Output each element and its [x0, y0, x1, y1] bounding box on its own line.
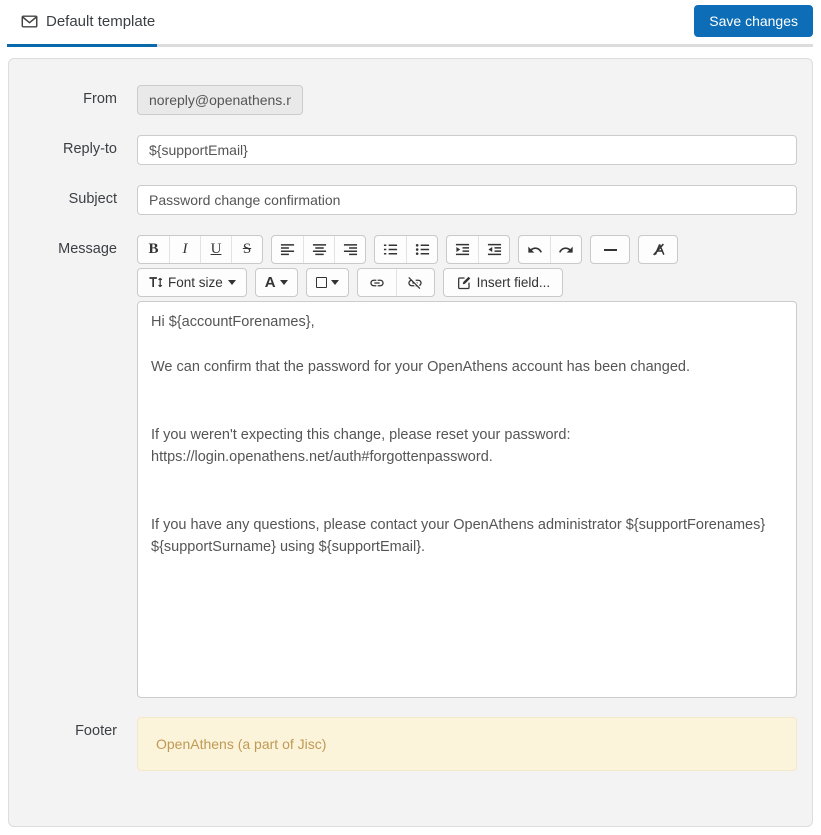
footer-row	[9, 717, 797, 771]
list-group	[374, 235, 438, 264]
font-size-label: Font size	[168, 275, 223, 290]
outdent-icon	[487, 242, 502, 257]
subject-label: Subject	[68, 191, 117, 207]
text-color-dropdown[interactable]	[256, 269, 297, 296]
strikethrough-button[interactable]	[231, 236, 262, 263]
strikethrough-icon: S	[242, 241, 252, 257]
link-icon	[369, 275, 385, 291]
unlink-button[interactable]	[396, 269, 434, 296]
align-center-button[interactable]	[303, 236, 334, 263]
reply-to-input[interactable]	[137, 135, 797, 165]
font-size-group	[137, 268, 247, 297]
remove-format-group	[638, 235, 678, 264]
from-row	[9, 85, 797, 115]
underline-icon: U	[210, 241, 222, 257]
message-line: If you have any questions, please contact your OpenAthens administrator ${supportForenames} ${supportSurname} using ${supportEmail}.	[151, 516, 770, 555]
template-editor-panel	[8, 58, 813, 827]
message-editor[interactable]	[137, 301, 797, 698]
tab-default-template[interactable]	[0, 0, 165, 30]
envelope-icon	[21, 13, 38, 30]
align-right-icon	[343, 242, 358, 257]
insert-field-icon	[456, 275, 472, 291]
message-row	[9, 235, 797, 698]
ordered-list-icon	[383, 242, 398, 257]
message-line	[151, 401, 783, 424]
align-right-button[interactable]	[334, 236, 365, 263]
footer-label: Footer	[75, 723, 117, 739]
text-color-group	[255, 268, 298, 297]
horizontal-rule-icon	[604, 249, 617, 251]
background-color-group	[306, 268, 349, 297]
underline-button[interactable]	[200, 236, 231, 263]
undo-icon	[527, 242, 543, 258]
insert-field-group	[443, 268, 564, 297]
indent-button[interactable]	[447, 236, 478, 263]
indent-icon	[455, 242, 470, 257]
tab-label: Default template	[46, 13, 156, 30]
bold-icon: B	[148, 241, 159, 257]
insert-field-button[interactable]	[444, 269, 563, 296]
unordered-list-button[interactable]	[406, 236, 437, 263]
save-changes-button[interactable]: Save changes	[694, 5, 813, 37]
tab-bar	[0, 0, 821, 47]
active-tab-indicator	[7, 44, 157, 47]
subject-input[interactable]	[137, 185, 797, 215]
editor-toolbar-row-1	[137, 235, 797, 264]
redo-button[interactable]	[550, 236, 581, 263]
italic-icon: I	[182, 241, 188, 257]
from-input	[137, 85, 303, 115]
undo-button[interactable]	[519, 236, 550, 263]
bold-button[interactable]	[138, 236, 169, 263]
footer-preview	[137, 717, 797, 771]
remove-format-icon	[651, 242, 666, 257]
chevron-down-icon	[280, 280, 288, 285]
unordered-list-icon	[415, 242, 430, 257]
horizontal-rule-button[interactable]	[591, 236, 629, 263]
message-line	[151, 379, 783, 402]
subject-row	[9, 185, 797, 215]
alignment-group	[271, 235, 366, 264]
horizontal-rule-group	[590, 235, 630, 264]
font-size-dropdown[interactable]	[138, 269, 246, 296]
message-line: We can confirm that the password for your OpenAthens account has been changed.	[151, 359, 690, 375]
ordered-list-button[interactable]	[375, 236, 406, 263]
insert-field-label: Insert field...	[476, 275, 551, 290]
message-line	[151, 334, 783, 357]
chevron-down-icon	[331, 280, 339, 285]
align-left-icon	[280, 242, 295, 257]
redo-icon	[558, 242, 574, 258]
indent-group	[446, 235, 510, 264]
message-line: https://login.openathens.net/auth#forgottenpassword.	[151, 449, 493, 465]
chevron-down-icon	[228, 280, 236, 285]
remove-format-button[interactable]	[639, 236, 677, 263]
italic-button[interactable]	[169, 236, 200, 263]
font-size-icon	[148, 275, 163, 290]
message-line: If you weren't expecting this change, please reset your password:	[151, 426, 571, 443]
text-style-group	[137, 235, 263, 264]
footer-text: OpenAthens (a part of Jisc)	[156, 736, 327, 752]
history-group	[518, 235, 582, 264]
message-line: Hi ${accountForenames},	[151, 314, 315, 330]
align-left-button[interactable]	[272, 236, 303, 263]
outdent-button[interactable]	[478, 236, 509, 263]
from-label: From	[83, 91, 117, 107]
link-group	[357, 268, 435, 297]
message-label: Message	[58, 241, 117, 257]
background-color-icon	[316, 277, 327, 288]
message-line	[151, 491, 783, 514]
align-center-icon	[312, 242, 327, 257]
reply-to-row	[9, 135, 797, 165]
editor-toolbar-row-2	[137, 268, 797, 297]
unlink-icon	[407, 275, 423, 291]
message-line	[151, 469, 783, 492]
text-color-icon: A	[264, 274, 276, 291]
background-color-dropdown[interactable]	[307, 269, 348, 296]
reply-to-label: Reply-to	[63, 141, 117, 157]
create-link-button[interactable]	[358, 269, 396, 296]
